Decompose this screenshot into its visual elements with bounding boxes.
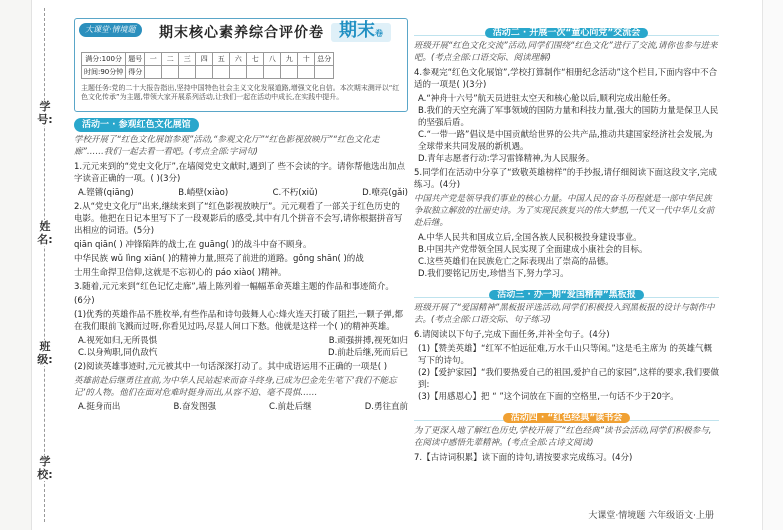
option-c[interactable]: C.这些英雄们在民族危亡之际表现出了崇高的品德。 <box>418 257 614 267</box>
score-cell[interactable] <box>213 66 230 79</box>
question-3-points: (6分) <box>74 296 95 306</box>
section-2-intro: 班级开展“红色文化交流”活动,同学们围绕“红色文化”进行了交流,请你也参与进来吧。(考点全部:口语交际、阅读理解) <box>414 41 718 63</box>
section-3-title: 活动三 · 办一期“爱国精神”黑板报 <box>489 290 644 300</box>
score-col: 三 <box>179 53 196 66</box>
score-col: 八 <box>264 53 281 66</box>
section-1-intro: 学校开展了“红色文化展馆参观”活动,“参观文化厅”“红色影视放映厅”“红色文化走廊”……我们一起去看一看吧。(考点全部:字词句) <box>74 135 380 157</box>
option-b[interactable]: B.峭壁(xiào) <box>178 188 229 198</box>
question-2-line: 中华民族 wǔ lìng xiān( )的精神力量,照亮了前进的道路。gǒng shān( )的战 <box>74 254 364 264</box>
page-footer: 大课堂·情境题 六年级语文·上册 <box>588 511 714 521</box>
exam-stamp <box>331 20 391 42</box>
section-4-title: 活动四 · “红色经典”读书会 <box>503 413 631 423</box>
student-number-label: 学号: <box>35 100 55 126</box>
theme-motto: 主题任务:党的二十大报告指出,坚持中国特色社会主义文化发展道路,增强文化自信。本次期末测评以“红色文化传承”为主题,带领大家开展系列活动,让我们一起在活动中成长,在实践中提升。 <box>81 84 400 101</box>
page-edge-right <box>762 0 783 530</box>
exam-header <box>74 18 408 112</box>
question-7: 7.【古诗词积累】读下面的诗句,请按要求完成练习。(4分) <box>414 453 633 463</box>
question-5-passage: 中国共产党是领导我们事业的核心力量。中国人民的奋斗历程就是一部中华民族争取独立解放的壮丽史诗。为了实现民族复兴的伟大梦想,一代又一代中华儿女前赴后继。 <box>414 194 715 228</box>
section-3-intro: 班级开展了“爱国精神”黑板报评选活动,同学们积极投入到黑板报的设计与制作中去。(考点全部:口语交际、句子练习) <box>414 303 715 325</box>
option-c[interactable]: C.“一带一路”倡议是中国贡献给世界的公共产品,推动共建国家经济社会发展,为全球带来共同发展的新机遇。 <box>418 130 713 152</box>
option-d[interactable]: D.我们要铭记历史,珍惜当下,努力学习。 <box>418 269 569 279</box>
question-2-line: qiān qiān( ) 冲锋陷阵的战士,在 guāng( )的战斗中奋不顾身。 <box>74 240 312 250</box>
left-column <box>74 18 408 523</box>
question-3b: (2)阅读英雄事迹时,元元被其中一句话深深打动了。其中成语运用不正确的一项是( ) <box>74 362 388 372</box>
binding-strip <box>31 0 59 530</box>
section-3-header <box>414 283 719 298</box>
score-col: 总分 <box>315 53 334 66</box>
binding-dashed-line <box>44 8 45 522</box>
question-1-options <box>74 187 408 199</box>
option-c[interactable]: C.以身殉职,同仇敌忾 <box>78 348 158 358</box>
question-3: 3.随着,元元来到“红色记忆走廊”,墙上陈列着一幅幅革命英雄主题的作品和事迹简介。 <box>74 282 394 292</box>
score-row-header <box>82 53 334 66</box>
class-label: 班级: <box>35 340 55 366</box>
question-3b-options <box>74 401 408 413</box>
score-cell[interactable] <box>247 66 264 79</box>
option-a[interactable]: A.挺身而出 <box>78 402 121 412</box>
score-cell[interactable] <box>298 66 315 79</box>
section-2-title: 活动二 · 开展一次“童心向党”交流会 <box>485 28 649 38</box>
option-b[interactable]: B.奋发图强 <box>173 402 216 412</box>
page-title: 期末核心素养综合评价卷 <box>159 25 324 41</box>
option-a[interactable]: A.中华人民共和国成立后,全国各族人民积极投身建设事业。 <box>418 233 642 243</box>
question-4: 4.参观完“红色文化展馆”,学校打算制作“相册纪念活动”这个栏目,下面内容中不合适的一项是( )(3分) <box>414 68 718 90</box>
section-1-title: 活动一 · 参观红色文化展馆 <box>74 118 199 132</box>
option-b[interactable]: B.我们的天空充满了军事领域的国防力量和科技力量,强大的国防力量是保卫人民的坚强后盾。 <box>418 106 719 128</box>
option-d[interactable]: D.前赴后继,死而后已 <box>328 348 408 358</box>
score-cell[interactable] <box>162 66 179 79</box>
score-col: 一 <box>145 53 162 66</box>
question-3a: (1)优秀的英雄作品不胜枚举,有些作品和诗句鼓舞人心:烽火连天打破了阻拦,一颗子弹,都在我们眼前飞溅而过呀,你看见过吗,尽显人间口下愁。他就是这样一个( )的精神英雄。 <box>74 310 404 332</box>
exam-page <box>64 18 724 523</box>
score-cell[interactable] <box>179 66 196 79</box>
option-d[interactable]: D.勇往直前 <box>364 402 408 412</box>
score-table <box>81 52 334 79</box>
score-col: 二 <box>162 53 179 66</box>
brand-badge: 大课堂·情境题 <box>79 23 142 37</box>
score-col: 五 <box>213 53 230 66</box>
question-6-item[interactable]: (3)【用感恩心】把 “ ”这个词放在下面的空格里,一句话不少于20字。 <box>418 392 679 402</box>
question-5: 5.同学们在活动中分享了“致敬英雄榜样”的手抄报,请仔细阅读下面这段文字,完成练习。(4分) <box>414 168 717 190</box>
question-6: 6.请阅读以下句子,完成下面任务,并补全句子。(4分) <box>414 330 610 340</box>
option-d[interactable]: D.嘹亮(gǎi) <box>362 188 408 198</box>
option-a[interactable]: A.“神舟十六号”航天员进驻太空天和核心舱以后,顺利完成出舱任务。 <box>418 94 676 104</box>
section-2-header <box>414 21 719 36</box>
score-col: 十 <box>298 53 315 66</box>
stamp-sub: 卷 <box>375 29 383 38</box>
question-3a-options-row1 <box>74 335 408 347</box>
score-row-head: 得分 <box>126 66 145 79</box>
score-cell[interactable] <box>196 66 213 79</box>
question-6-item[interactable]: (2)【爱护家园】“我们要热爱自己的祖国,爱护自己的家园”,这样的要求,我们要做到: <box>418 368 719 390</box>
question-2-line: 士用生命捍卫信仰,这就是不忘初心的 páo xiào( )精神。 <box>74 268 287 278</box>
section-1 <box>74 116 408 413</box>
score-col: 七 <box>247 53 264 66</box>
question-2: 2.从“党史文化厅”出来,继续来到了“红色影视放映厅”。元元观看了一部关于红色历史的电影。他把在日记本里写下了一段观影后的感受,其中有几个拼音不会写,请你根据拼音写出相应的词语。(5分) <box>74 202 403 236</box>
score-cell[interactable] <box>230 66 247 79</box>
score-col: 九 <box>281 53 298 66</box>
score-cell[interactable] <box>281 66 298 79</box>
score-cell[interactable] <box>315 66 334 79</box>
question-6-item[interactable]: (1)【赞美英雄】“红军不怕远征难,万水千山只等闲。”这是毛主席为 的英雄气概写下的诗句。 <box>418 344 713 366</box>
section-4-intro: 为了更深入地了解红色历史,学校开展了“红色经典”读书会活动,同学们积极参与,在阅读中感悟先辈精神。(考点全部:古诗文阅读) <box>414 426 712 448</box>
score-cell[interactable] <box>145 66 162 79</box>
score-col-head: 题号 <box>126 53 145 66</box>
score-label: 满分:100分 <box>82 53 126 66</box>
option-b[interactable]: B.顽强拼搏,视死如归 <box>328 336 408 346</box>
school-label: 学校: <box>35 455 55 481</box>
score-cell[interactable] <box>264 66 281 79</box>
question-3b-passage: 英雄前赴后继勇往直前,为中华人民站起来而奋斗终身,已成为巴金先生笔下‘我们不能忘记’的人物。他们在面对危难时挺身而出,从容不迫、毫不畏惧…… <box>74 376 397 398</box>
option-c[interactable]: C.前赴后继 <box>269 402 312 412</box>
score-row-values <box>82 66 334 79</box>
time-label: 时间:90分钟 <box>82 66 126 79</box>
option-a[interactable]: A.铿锵(qiāng) <box>78 188 134 198</box>
score-col: 四 <box>196 53 213 66</box>
question-1: 1.元元来到的“党史文化厅”,在墙阅党史文献时,遇到了 些不会读的字。请你帮他选出加点字读音正确的一项。( )(3分) <box>74 162 406 184</box>
option-b[interactable]: B.中国共产党带领全国人民实现了全面建成小康社会的目标。 <box>418 245 648 255</box>
section-4-header <box>414 406 719 421</box>
right-column <box>414 18 719 523</box>
option-a[interactable]: A.视死如归,无所畏惧 <box>78 336 158 346</box>
score-col: 六 <box>230 53 247 66</box>
option-c[interactable]: C.不朽(xiǔ) <box>272 188 318 198</box>
stamp-text: 期末 <box>339 20 375 41</box>
option-d[interactable]: D.青年志愿者行动:学习雷锋精神,为人民服务。 <box>418 154 595 164</box>
question-3a-options-row2 <box>74 347 408 359</box>
name-label: 姓名: <box>35 220 55 246</box>
page-edge-left <box>0 0 32 530</box>
